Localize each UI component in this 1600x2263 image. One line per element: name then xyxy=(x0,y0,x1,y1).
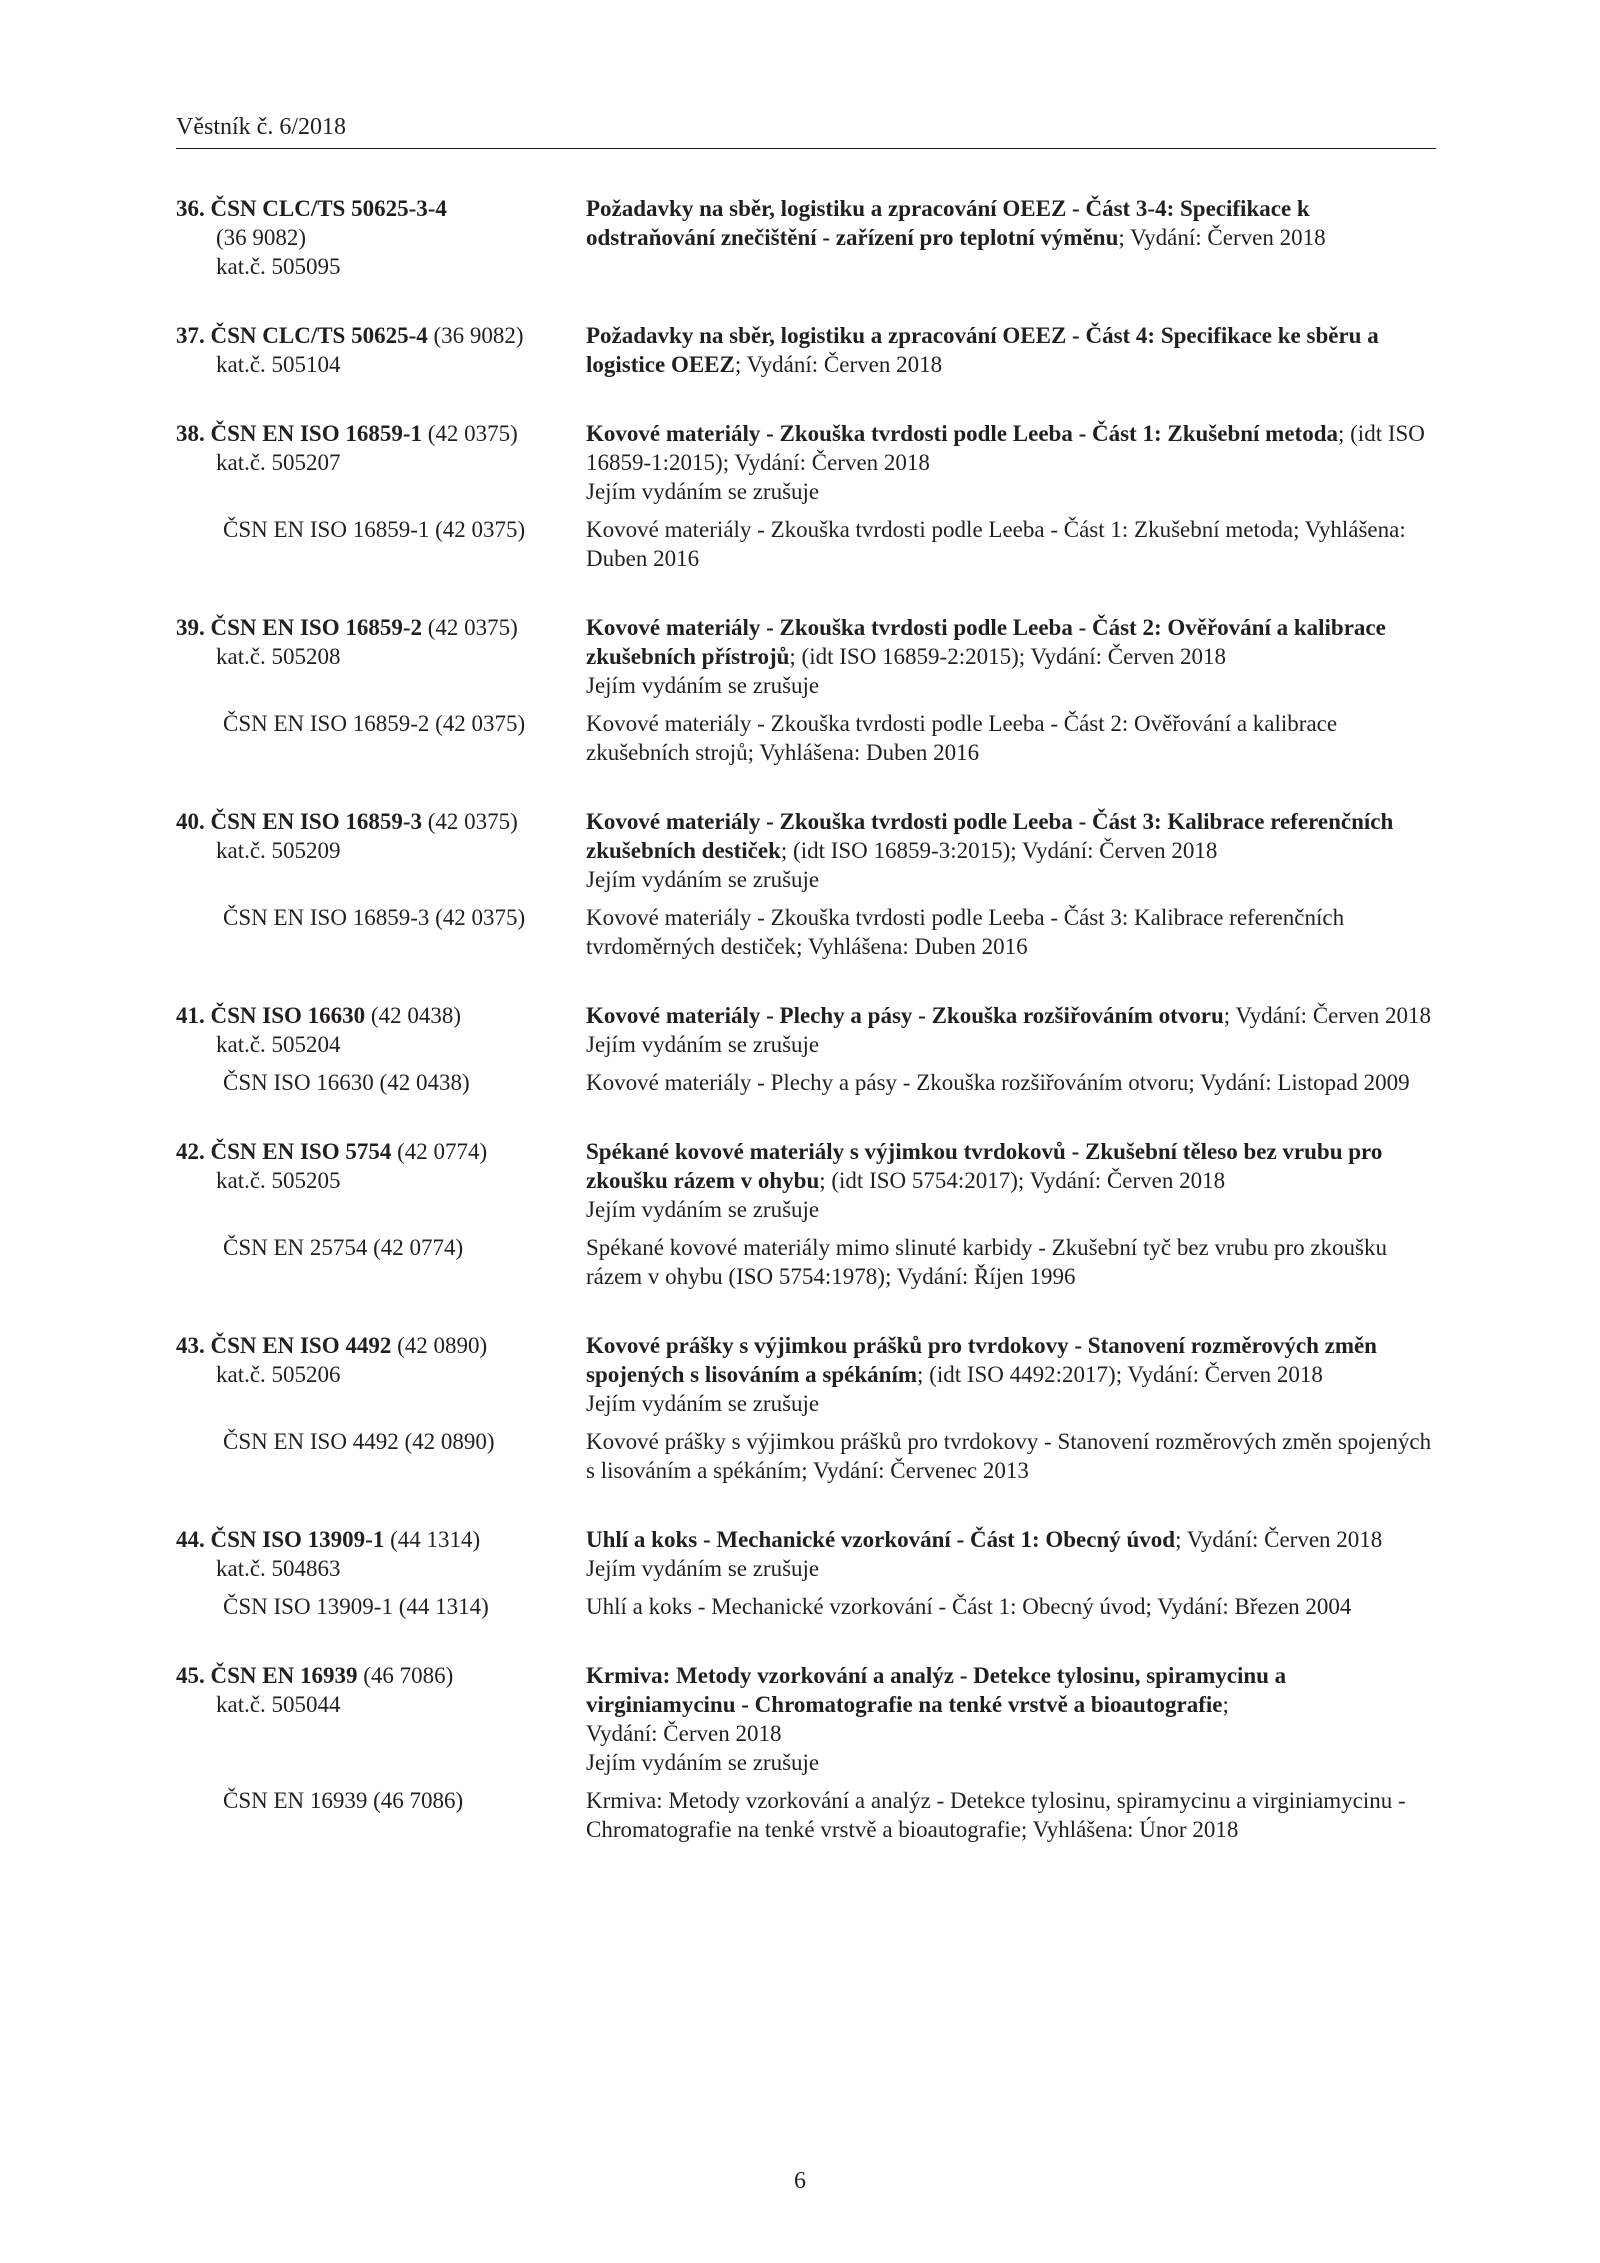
standard-entry-41 xyxy=(176,1001,1440,1097)
publication-title: Věstník č. 6/2018 xyxy=(176,114,346,140)
standard-description: Kovové materiály - Zkouška tvrdosti podle Leeba - Část 1: Zkušební metoda; (idt ISO 16859-1:2015); Vydání: Červen 2018 Jejím vydáním se zrušuje xyxy=(586,419,1440,506)
standard-title: Spékané kovové materiály s výjimkou tvrdokovů - Zkušební těleso bez vrubu pro zkoušku rázem v ohybu xyxy=(586,1139,1383,1193)
cancel-note: Jejím vydáním se zrušuje xyxy=(586,673,820,698)
standard-code-block: 39. ČSN EN ISO 16859-2 (42 0375) kat.č. 505208 xyxy=(176,615,518,669)
standard-description: Kovové materiály - Plechy a pásy - Zkouška rozšiřováním otvoru; Vydání: Červen 2018 Jejím vydáním se zrušuje xyxy=(586,1001,1440,1059)
standard-title: Požadavky na sběr, logistiku a zpracování OEEZ - Část 3-4: Specifikace k odstraňování znečištění - zařízení pro teplotní výměnu xyxy=(586,196,1310,250)
replaced-standard-code: ČSN EN ISO 16859-3 (42 0375) xyxy=(223,905,526,930)
standard-title: Kovové materiály - Plechy a pásy - Zkouška rozšiřováním otvoru xyxy=(586,1003,1224,1028)
standard-title: Požadavky na sběr, logistiku a zpracování OEEZ - Část 4: Specifikace ke sběru a logistice OEEZ xyxy=(586,323,1379,377)
replaced-standard-description: Kovové materiály - Plechy a pásy - Zkouška rozšiřováním otvoru; Vydání: Listopad 2009 xyxy=(586,1070,1410,1095)
standard-description: Uhlí a koks - Mechanické vzorkování - Část 1: Obecný úvod; Vydání: Červen 2018 Jejím vydáním se zrušuje xyxy=(586,1525,1440,1583)
standard-entry-45 xyxy=(176,1661,1440,1844)
replaced-standard-code: ČSN EN 25754 (42 0774) xyxy=(223,1235,464,1260)
standard-title: Uhlí a koks - Mechanické vzorkování - Část 1: Obecný úvod xyxy=(586,1527,1176,1552)
cancel-note: Jejím vydáním se zrušuje xyxy=(586,867,820,892)
standard-description: Kovové materiály - Zkouška tvrdosti podle Leeba - Část 2: Ověřování a kalibrace zkušebních přístrojů; (idt ISO 16859-2:2015); Vydání: Červen 2018 Jejím vydáním se zrušuje xyxy=(586,613,1440,700)
replaced-standard-code: ČSN ISO 16630 (42 0438) xyxy=(223,1070,470,1095)
standard-entry-37 xyxy=(176,321,1440,379)
standard-entry-40 xyxy=(176,807,1440,961)
cancel-note: Jejím vydáním se zrušuje xyxy=(586,1391,820,1416)
standard-description: Požadavky na sběr, logistiku a zpracování OEEZ - Část 3-4: Specifikace k odstraňování znečištění - zařízení pro teplotní výměnu; Vydání: Červen 2018 xyxy=(586,196,1326,250)
standard-title: Kovové materiály - Zkouška tvrdosti podle Leeba - Část 3: Kalibrace referenčních zkušebních destiček xyxy=(586,809,1394,863)
standard-entry-42 xyxy=(176,1137,1440,1291)
standard-code-block: 44. ČSN ISO 13909-1 (44 1314) kat.č. 504863 xyxy=(176,1527,481,1581)
replaced-standard-description: Kovové materiály - Zkouška tvrdosti podle Leeba - Část 1: Zkušební metoda; Vyhlášena: Duben 2016 xyxy=(586,517,1406,571)
page-header xyxy=(176,112,1436,149)
standard-code-block: 36. ČSN CLC/TS 50625-3-4 (36 9082) kat.č. 505095 xyxy=(176,196,447,279)
standard-code-block: 42. ČSN EN ISO 5754 (42 0774) kat.č. 505205 xyxy=(176,1139,488,1193)
standard-title: Kovové prášky s výjimkou prášků pro tvrdokovy - Stanovení rozměrových změn spojených s lisováním a spékáním xyxy=(586,1333,1377,1387)
standard-title: Kovové materiály - Zkouška tvrdosti podle Leeba - Část 2: Ověřování a kalibrace zkušebních přístrojů xyxy=(586,615,1386,669)
standard-title: Krmiva: Metody vzorkování a analýz - Detekce tylosinu, spiramycinu a virginiamycinu - Chromatografie na tenké vrstvě a bioautografie xyxy=(586,1663,1287,1717)
cancel-note: Jejím vydáním se zrušuje xyxy=(586,1556,820,1581)
standard-code-block: 37. ČSN CLC/TS 50625-4 (36 9082) kat.č. 505104 xyxy=(176,323,524,377)
standard-description: Kovové materiály - Zkouška tvrdosti podle Leeba - Část 3: Kalibrace referenčních zkušebních destiček; (idt ISO 16859-3:2015); Vydání: Červen 2018 Jejím vydáním se zrušuje xyxy=(586,807,1440,894)
standards-list xyxy=(176,194,1440,1884)
standard-entry-38 xyxy=(176,419,1440,573)
cancel-note: Jejím vydáním se zrušuje xyxy=(586,1197,820,1222)
replaced-standard-description: Krmiva: Metody vzorkování a analýz - Detekce tylosinu, spiramycinu a virginiamycinu - Chromatografie na tenké vrstvě a bioautografie; Vyhlášena: Únor 2018 xyxy=(586,1788,1406,1842)
replaced-standard-description: Kovové materiály - Zkouška tvrdosti podle Leeba - Část 3: Kalibrace referenčních tvrdoměrných destiček; Vyhlášena: Duben 2016 xyxy=(586,905,1345,959)
replaced-standard-code: ČSN ISO 13909-1 (44 1314) xyxy=(223,1594,489,1619)
standard-description: Krmiva: Metody vzorkování a analýz - Detekce tylosinu, spiramycinu a virginiamycinu - Chromatografie na tenké vrstvě a bioautografie; Vydání: Červen 2018 Jejím vydáním se zrušuje xyxy=(586,1661,1440,1777)
cancel-note: Jejím vydáním se zrušuje xyxy=(586,1750,820,1775)
standard-code-block: 45. ČSN EN 16939 (46 7086) kat.č. 505044 xyxy=(176,1663,454,1717)
standard-code-block: 38. ČSN EN ISO 16859-1 (42 0375) kat.č. 505207 xyxy=(176,421,518,475)
standard-description: Kovové prášky s výjimkou prášků pro tvrdokovy - Stanovení rozměrových změn spojených s lisováním a spékáním; (idt ISO 4492:2017); Vydání: Červen 2018 Jejím vydáním se zrušuje xyxy=(586,1331,1440,1418)
replaced-standard-description: Kovové prášky s výjimkou prášků pro tvrdokovy - Stanovení rozměrových změn spojených s lisováním a spékáním; Vydání: Červenec 2013 xyxy=(586,1429,1432,1483)
standard-description: Požadavky na sběr, logistiku a zpracování OEEZ - Část 4: Specifikace ke sběru a logistice OEEZ; Vydání: Červen 2018 xyxy=(586,323,1379,377)
standard-entry-36 xyxy=(176,194,1440,281)
cancel-note: Jejím vydáním se zrušuje xyxy=(586,479,820,504)
standard-entry-43 xyxy=(176,1331,1440,1485)
replaced-standard-code: ČSN EN ISO 16859-2 (42 0375) xyxy=(223,711,526,736)
standard-code-block: 43. ČSN EN ISO 4492 (42 0890) kat.č. 505206 xyxy=(176,1333,488,1387)
replaced-standard-code: ČSN EN ISO 4492 (42 0890) xyxy=(223,1429,495,1454)
standard-code-block: 41. ČSN ISO 16630 (42 0438) kat.č. 505204 xyxy=(176,1003,461,1057)
standard-entry-44 xyxy=(176,1525,1440,1621)
standard-code-block: 40. ČSN EN ISO 16859-3 (42 0375) kat.č. 505209 xyxy=(176,809,518,863)
page-number: 6 xyxy=(794,2168,806,2194)
replaced-standard-description: Spékané kovové materiály mimo slinuté karbidy - Zkušební tyč bez vrubu pro zkoušku rázem v ohybu (ISO 5754:1978); Vydání: Říjen 1996 xyxy=(586,1235,1387,1289)
replaced-standard-description: Kovové materiály - Zkouška tvrdosti podle Leeba - Část 2: Ověřování a kalibrace zkušebních strojů; Vyhlášena: Duben 2016 xyxy=(586,711,1338,765)
replaced-standard-code: ČSN EN 16939 (46 7086) xyxy=(223,1788,464,1813)
standard-title: Kovové materiály - Zkouška tvrdosti podle Leeba - Část 1: Zkušební metoda xyxy=(586,421,1338,446)
replaced-standard-description: Uhlí a koks - Mechanické vzorkování - Část 1: Obecný úvod; Vydání: Březen 2004 xyxy=(586,1594,1352,1619)
replaced-standard-code: ČSN EN ISO 16859-1 (42 0375) xyxy=(223,517,526,542)
cancel-note: Jejím vydáním se zrušuje xyxy=(586,1032,820,1057)
standard-entry-39 xyxy=(176,613,1440,767)
standard-description: Spékané kovové materiály s výjimkou tvrdokovů - Zkušební těleso bez vrubu pro zkoušku rázem v ohybu; (idt ISO 5754:2017); Vydání: Červen 2018 Jejím vydáním se zrušuje xyxy=(586,1137,1440,1224)
